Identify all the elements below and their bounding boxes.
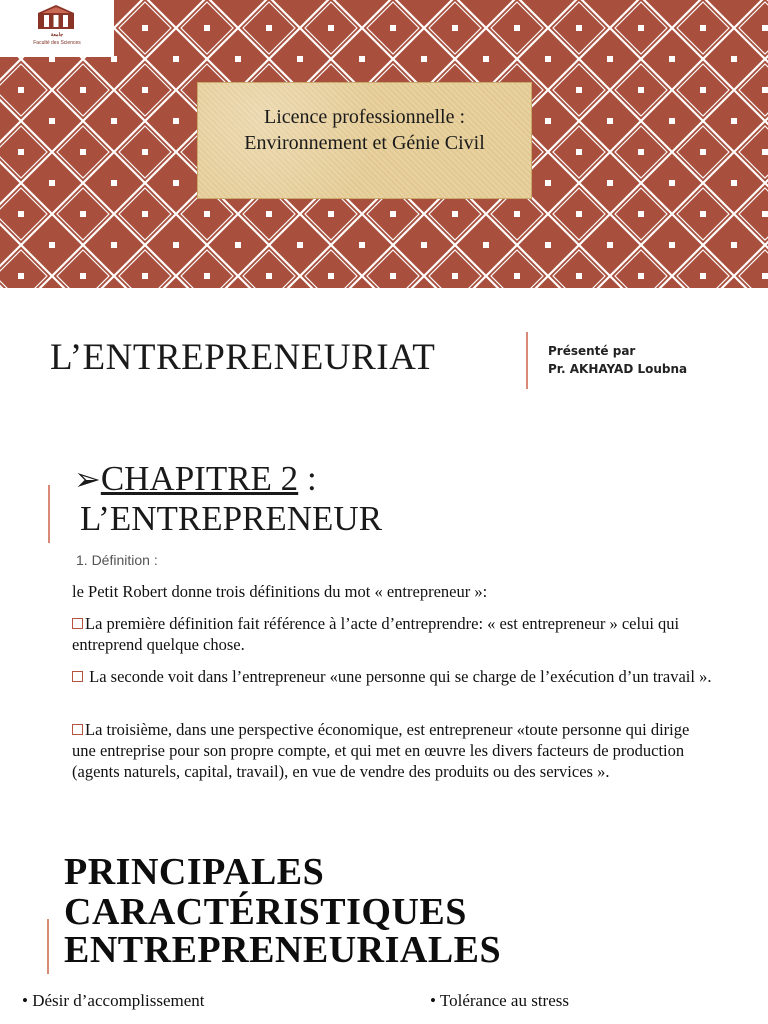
definition-intro: le Petit Robert donne trois définitions du mot « entrepreneur »: (72, 582, 488, 601)
divider-bar (526, 332, 528, 389)
checkbox-bullet-icon (72, 618, 83, 629)
chapter-subtitle: L’ENTREPRENEUR (80, 499, 383, 538)
definition-item-1 (72, 613, 712, 655)
chapter-heading (74, 461, 317, 497)
university-emblem-icon (36, 4, 76, 30)
chapter-number: CHAPITRE 2 (100, 459, 299, 498)
bullet-achievement: • Désir d’accomplissement (22, 991, 205, 1010)
bullet-stress-tolerance: • Tolérance au stress (430, 991, 569, 1010)
definition-item-3 (72, 719, 712, 782)
presented-by-label: Présenté par (548, 344, 636, 358)
divider-bar (47, 919, 49, 974)
course-title: L’ENTREPRENEURIAT (50, 337, 436, 378)
arrow-bullet-icon: ➢ (74, 461, 101, 497)
chapter-slide (0, 445, 768, 825)
checkbox-bullet-icon (72, 671, 83, 682)
definition-text-1: La première définition fait référence à l’acte d’entreprendre: « est entrepreneur » celui qui entreprend quelque chose. (72, 614, 680, 654)
divider-bar (48, 485, 50, 543)
logo-text-arabic: جامعة (50, 32, 64, 38)
definition-text-3: La troisième, dans une perspective économique, est entrepreneur «toute personne qui dirige une entreprise pour son propre compte, et qui met en œuvre les divers facteurs de production (agents naturels, capital, travail), en vue de vendre des produits ou des services ». (72, 720, 690, 781)
title-card (197, 82, 532, 199)
heading-line-1: PRINCIPALES (64, 851, 325, 893)
characteristics-slide (0, 845, 768, 1024)
program-title-line1: Licence professionnelle : (263, 106, 466, 128)
section-heading: 1. Définition : (76, 552, 158, 568)
logo-text-faculty: Faculté des Sciences (33, 40, 81, 46)
chapter-colon: : (298, 459, 317, 498)
definition-text-2: La seconde voit dans l’entrepreneur «une personne qui se charge de l’exécution d’un travail ». (85, 667, 712, 686)
program-title-line2: Environnement et Génie Civil (244, 132, 485, 154)
heading-line-3: ENTREPRENEURIALES (64, 929, 502, 971)
university-logo (0, 0, 114, 57)
presenter-name: Pr. AKHAYAD Loubna (548, 362, 688, 376)
course-title-slide (0, 288, 768, 433)
checkbox-bullet-icon (72, 724, 83, 735)
heading-line-2: CARACTÉRISTIQUES (64, 891, 467, 933)
title-slide (0, 0, 768, 288)
definition-item-2 (72, 666, 712, 687)
